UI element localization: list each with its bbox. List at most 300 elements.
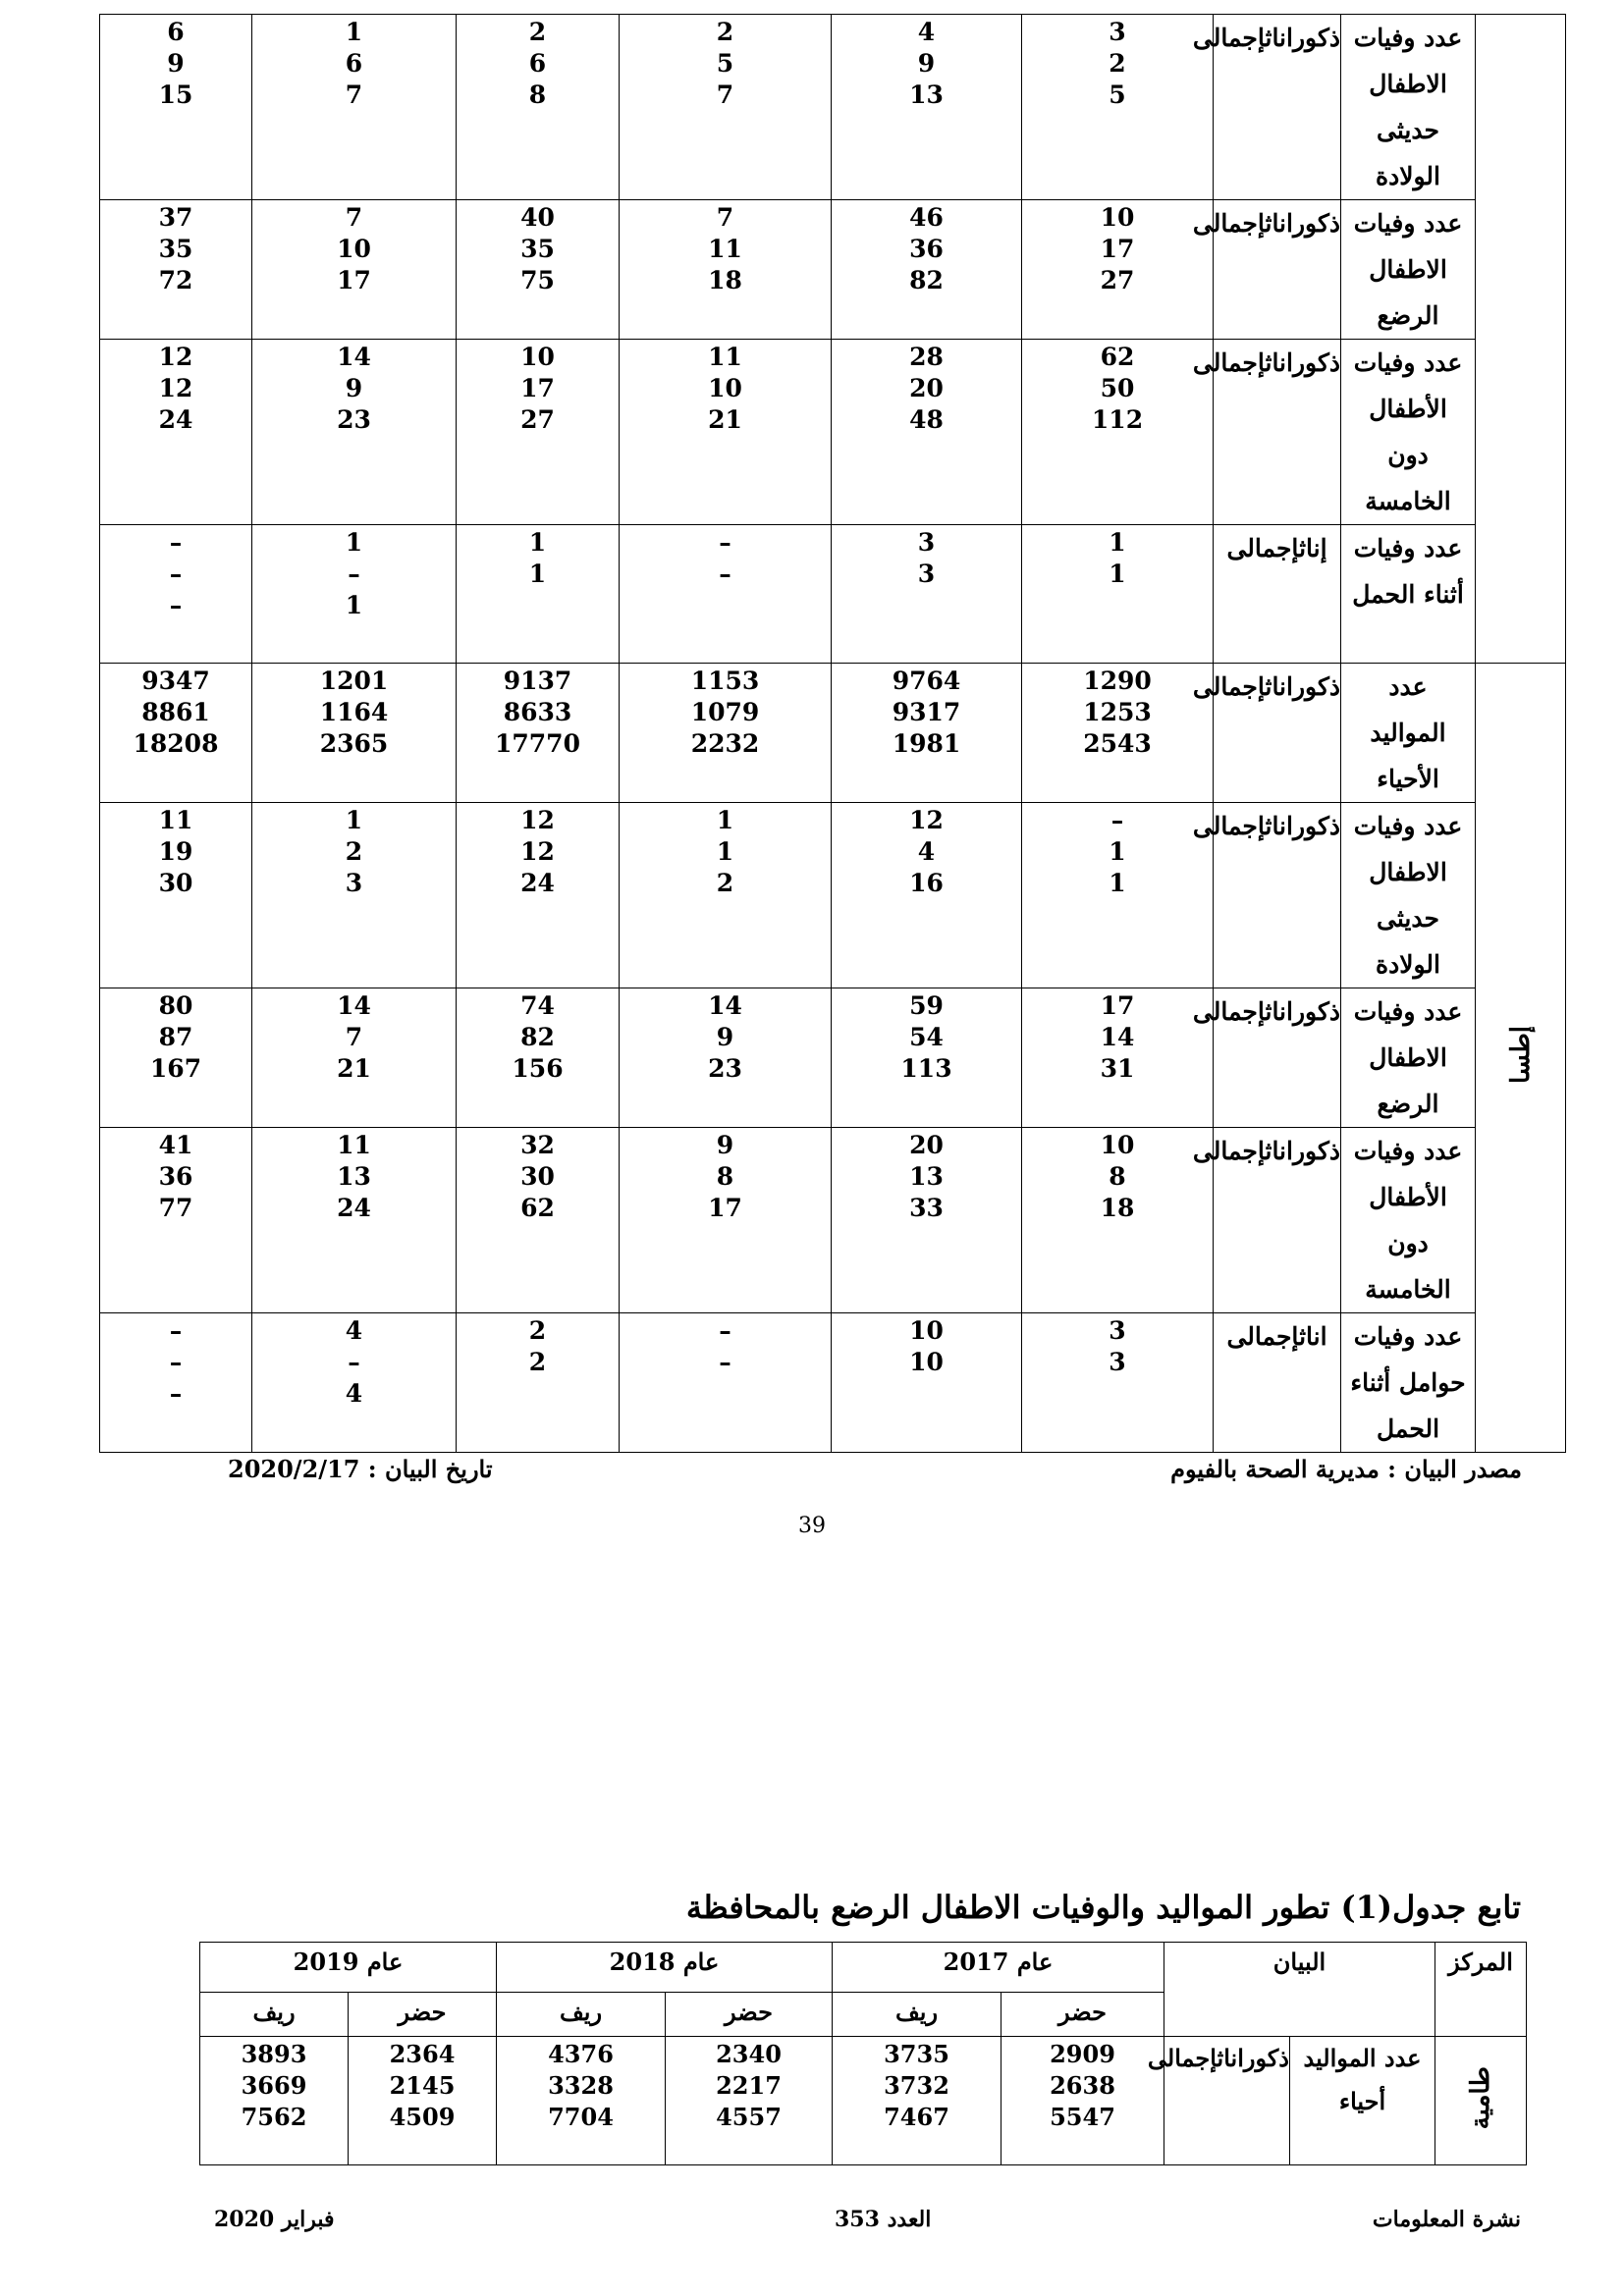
value-cell bbox=[252, 664, 457, 803]
value-cell bbox=[832, 803, 1022, 988]
value-cell-line: 17770 bbox=[495, 729, 580, 758]
indicator-label-line: حوامل أثناء bbox=[1350, 1368, 1466, 1397]
center-name-cell bbox=[1435, 2037, 1527, 2165]
value-cell-line: 3732 bbox=[884, 2071, 949, 2100]
indicator-label bbox=[1341, 525, 1476, 664]
value-cell-line: – bbox=[169, 1316, 183, 1345]
value-cell-line: 12 bbox=[520, 806, 555, 834]
value-cell-line: 23 bbox=[337, 405, 371, 434]
value-cell-line: 3 bbox=[1109, 18, 1126, 46]
value-cell-line: 10 bbox=[708, 374, 742, 402]
value-cell-line: 14 bbox=[708, 991, 742, 1020]
indicator-label-line: الأطفال bbox=[1369, 395, 1447, 423]
value-cell-line: 1 bbox=[1109, 869, 1126, 897]
sex-label-line: إجمالى bbox=[1192, 209, 1266, 238]
indicator-label bbox=[1341, 200, 1476, 340]
value-cell bbox=[620, 340, 832, 525]
value-cell-line: 3 bbox=[1109, 1348, 1126, 1376]
sex-label bbox=[1214, 525, 1341, 664]
header-item: البيان bbox=[1164, 1943, 1435, 2037]
value-cell-line: 10 bbox=[520, 343, 555, 371]
sex-label-line: ذكور bbox=[1292, 672, 1340, 701]
sex-label-line: اناث bbox=[1299, 1322, 1327, 1351]
value-cell-line: 9 bbox=[917, 49, 936, 78]
sex-label-line: ذكور bbox=[1292, 209, 1340, 238]
value-cell-line: – bbox=[169, 560, 183, 588]
value-cell bbox=[100, 15, 252, 200]
value-cell bbox=[832, 664, 1022, 803]
value-cell-line: 1290 bbox=[1083, 667, 1152, 695]
header-urban: حضر bbox=[666, 1993, 833, 2037]
value-cell-line: 9 bbox=[345, 374, 363, 402]
value-cell bbox=[1022, 340, 1214, 525]
sex-label-line: إجمالى bbox=[1147, 2044, 1218, 2072]
value-cell bbox=[100, 1313, 252, 1453]
value-cell-line: 14 bbox=[337, 343, 371, 371]
indicator-label bbox=[1341, 15, 1476, 200]
value-cell-line: 1164 bbox=[319, 698, 389, 726]
value-cell bbox=[457, 1313, 620, 1453]
value-cell bbox=[252, 1313, 457, 1453]
value-cell-line: 24 bbox=[337, 1194, 371, 1222]
value-cell-line: 59 bbox=[909, 991, 944, 1020]
value-cell-line: 6 bbox=[345, 49, 363, 78]
value-cell-line: 54 bbox=[909, 1023, 944, 1051]
data-date: تاريخ البيان : 2020/2/17 bbox=[228, 1455, 493, 1483]
value-cell-line: 1 bbox=[1109, 528, 1126, 557]
value-cell bbox=[200, 2037, 349, 2165]
value-cell-line: 167 bbox=[149, 1054, 202, 1083]
value-cell-line: 2638 bbox=[1050, 2071, 1115, 2100]
value-cell-line: 9 bbox=[716, 1023, 734, 1051]
indicator-label-line: عدد وفيات bbox=[1353, 534, 1463, 562]
value-cell-line: 46 bbox=[909, 203, 944, 232]
sex-label-line: إجمالى bbox=[1192, 348, 1266, 377]
value-cell-line: 7 bbox=[345, 80, 363, 109]
header-urban: حضر bbox=[349, 1993, 497, 2037]
sex-label-line: اناث bbox=[1265, 672, 1293, 701]
value-cell-line: 15 bbox=[158, 80, 193, 109]
value-cell-line: 1 bbox=[1109, 560, 1126, 588]
value-cell-line: 37 bbox=[158, 203, 193, 232]
value-cell bbox=[1022, 525, 1214, 664]
value-cell-line: 2365 bbox=[319, 729, 389, 758]
value-cell-line: 17 bbox=[1100, 235, 1135, 263]
value-cell bbox=[620, 1313, 832, 1453]
value-cell-line: 2 bbox=[345, 837, 363, 866]
value-cell-line: 3893 bbox=[241, 2040, 307, 2068]
indicator-label-line: الولادة bbox=[1376, 162, 1440, 190]
sex-label-line: إجمالى bbox=[1192, 672, 1266, 701]
value-cell-line: 17 bbox=[1100, 991, 1135, 1020]
value-cell-line: 1981 bbox=[892, 729, 961, 758]
footer-publication: نشرة المعلومات bbox=[1372, 2207, 1521, 2232]
value-cell bbox=[252, 803, 457, 988]
value-cell bbox=[1022, 664, 1214, 803]
value-cell-line: 10 bbox=[909, 1348, 944, 1376]
sex-label-line: اناث bbox=[1265, 24, 1293, 52]
value-cell-line: 10 bbox=[909, 1316, 944, 1345]
indicator-label-line: أحياء bbox=[1338, 2087, 1386, 2115]
value-cell-line: 3735 bbox=[884, 2040, 949, 2068]
value-cell-line: – bbox=[348, 1348, 360, 1376]
value-cell-line: 2909 bbox=[1050, 2040, 1115, 2068]
value-cell-line: 113 bbox=[900, 1054, 952, 1083]
sex-label-line: اناث bbox=[1265, 1137, 1293, 1165]
value-cell-line: 16 bbox=[909, 869, 944, 897]
indicator-label bbox=[1341, 803, 1476, 988]
sex-label-line: اناث bbox=[1217, 2044, 1244, 2072]
value-cell-line: 17 bbox=[520, 374, 555, 402]
value-cell-line: 5547 bbox=[1050, 2103, 1115, 2131]
value-cell-line: 72 bbox=[158, 266, 193, 294]
table-row bbox=[100, 1313, 1566, 1453]
sex-label-line: إجمالى bbox=[1192, 24, 1266, 52]
value-cell-line: 36 bbox=[909, 235, 944, 263]
value-cell-line: – bbox=[719, 528, 731, 557]
value-cell bbox=[833, 2037, 1001, 2165]
value-cell bbox=[832, 525, 1022, 664]
value-cell-line: 4 bbox=[345, 1379, 363, 1408]
value-cell-line: 2 bbox=[716, 18, 734, 46]
value-cell-line: 50 bbox=[1100, 374, 1135, 402]
value-cell-line: 9 bbox=[716, 1131, 734, 1159]
sex-label bbox=[1147, 2037, 1290, 2165]
value-cell bbox=[620, 664, 832, 803]
value-cell bbox=[252, 988, 457, 1128]
value-cell-line: 20 bbox=[909, 1131, 944, 1159]
value-cell-line: 17 bbox=[708, 1194, 742, 1222]
table-row bbox=[200, 2037, 1527, 2165]
center-name-cell bbox=[1476, 15, 1566, 664]
indicator-label bbox=[1341, 1128, 1476, 1313]
table2-title: تابع جدول(1) تطور المواليد والوفيات الاطفال الرضع بالمحافظة bbox=[685, 1889, 1521, 1926]
value-cell-line: 18 bbox=[1100, 1194, 1135, 1222]
value-cell bbox=[100, 340, 252, 525]
value-cell bbox=[457, 988, 620, 1128]
value-cell-line: 1 bbox=[345, 528, 363, 557]
births-table bbox=[199, 1942, 1527, 2165]
value-cell-line: 62 bbox=[1100, 343, 1135, 371]
vital-stats-table bbox=[99, 14, 1566, 1453]
center-name-cell bbox=[1476, 664, 1566, 1453]
sex-label bbox=[1192, 340, 1341, 525]
value-cell-line: 4509 bbox=[389, 2103, 456, 2131]
sex-label-line: إجمالى bbox=[1226, 534, 1300, 562]
indicator-label-line: الخامسة bbox=[1365, 1275, 1451, 1304]
value-cell-line: 30 bbox=[520, 1162, 555, 1191]
indicator-label bbox=[1341, 340, 1476, 525]
value-cell bbox=[457, 15, 620, 200]
indicator-label bbox=[1341, 988, 1476, 1128]
sex-label bbox=[1192, 803, 1341, 988]
footer-issue: العدد 353 bbox=[835, 2207, 932, 2232]
value-cell-line: 18208 bbox=[133, 729, 219, 758]
value-cell-line: 1253 bbox=[1083, 698, 1152, 726]
value-cell bbox=[100, 200, 252, 340]
value-cell-line: 8 bbox=[1109, 1162, 1126, 1191]
value-cell-line: 12 bbox=[520, 837, 555, 866]
value-cell-line: 7562 bbox=[241, 2103, 307, 2131]
value-cell bbox=[457, 664, 620, 803]
value-cell-line: 8633 bbox=[503, 698, 572, 726]
table-row bbox=[100, 340, 1566, 525]
value-cell bbox=[100, 988, 252, 1128]
value-cell-line: 7704 bbox=[548, 2103, 614, 2131]
value-cell-line: 3 bbox=[1109, 1316, 1126, 1345]
sex-label-line: ذكور bbox=[1292, 348, 1340, 377]
value-cell-line: 2232 bbox=[690, 729, 760, 758]
table-row bbox=[100, 15, 1566, 200]
indicator-label-line: الاطفال bbox=[1369, 1043, 1447, 1072]
value-cell-line: 13 bbox=[337, 1162, 371, 1191]
value-cell-line: 40 bbox=[520, 203, 555, 232]
value-cell-line: 8 bbox=[716, 1162, 734, 1191]
value-cell-line: 2 bbox=[528, 1316, 547, 1345]
value-cell-line: 1 bbox=[345, 18, 363, 46]
value-cell bbox=[1022, 988, 1214, 1128]
indicator-label bbox=[1341, 1313, 1476, 1453]
indicator-label-line: الحمل bbox=[1376, 1415, 1440, 1443]
footer-date: فبراير 2020 bbox=[214, 2207, 335, 2232]
value-cell-line: 3 bbox=[917, 528, 936, 557]
value-cell-line: 12 bbox=[158, 374, 193, 402]
value-cell-line: 4376 bbox=[548, 2040, 614, 2068]
value-cell-line: 112 bbox=[1091, 405, 1144, 434]
value-cell-line: 13 bbox=[909, 1162, 944, 1191]
value-cell bbox=[1022, 803, 1214, 988]
value-cell-line: 2543 bbox=[1083, 729, 1152, 758]
value-cell-line: 27 bbox=[1100, 266, 1135, 294]
header-urban: حضر bbox=[1001, 1993, 1164, 2037]
value-cell-line: 33 bbox=[909, 1194, 944, 1222]
header-rural: ريف bbox=[833, 1993, 1001, 2037]
value-cell bbox=[457, 200, 620, 340]
value-cell bbox=[252, 200, 457, 340]
value-cell bbox=[620, 525, 832, 664]
value-cell-line: 1 bbox=[716, 837, 734, 866]
value-cell-line: 24 bbox=[520, 869, 555, 897]
value-cell-line: 2364 bbox=[389, 2040, 456, 2068]
value-cell-line: 2 bbox=[528, 1348, 547, 1376]
value-cell bbox=[620, 200, 832, 340]
value-cell-line: 1079 bbox=[690, 698, 760, 726]
sex-label bbox=[1192, 988, 1341, 1128]
center-name: إطسا bbox=[1505, 1025, 1536, 1085]
value-cell-line: 1 bbox=[345, 591, 363, 619]
value-cell bbox=[1022, 1128, 1214, 1313]
sex-label bbox=[1192, 1128, 1341, 1313]
value-cell-line: 11 bbox=[708, 343, 742, 371]
value-cell bbox=[252, 340, 457, 525]
sex-label-line: إجمالى bbox=[1192, 1137, 1266, 1165]
indicator-label-line: عدد وفيات bbox=[1353, 812, 1463, 840]
value-cell-line: 4 bbox=[917, 837, 936, 866]
value-cell-line: – bbox=[719, 560, 731, 588]
value-cell-line: – bbox=[169, 1348, 183, 1376]
value-cell-line: 1 bbox=[1109, 837, 1126, 866]
value-cell-line: 21 bbox=[337, 1054, 371, 1083]
indicator-label-line: الولادة bbox=[1376, 950, 1440, 979]
indicator-label-line: الرضع bbox=[1377, 1090, 1439, 1118]
value-cell bbox=[620, 15, 832, 200]
value-cell-line: 1 bbox=[345, 806, 363, 834]
value-cell-line: 17 bbox=[337, 266, 371, 294]
value-cell-line: 2 bbox=[716, 869, 734, 897]
value-cell-line: 62 bbox=[520, 1194, 555, 1222]
indicator-label-line: الاطفال bbox=[1369, 70, 1447, 98]
indicator-label bbox=[1341, 664, 1476, 803]
value-cell-line: 21 bbox=[708, 405, 742, 434]
value-cell bbox=[1022, 15, 1214, 200]
indicator-label-line: حديثى bbox=[1377, 904, 1439, 933]
table-row bbox=[100, 200, 1566, 340]
value-cell bbox=[1001, 2037, 1164, 2165]
indicator-label-line: عدد وفيات bbox=[1353, 348, 1463, 377]
indicator-label-line: الاطفال bbox=[1369, 255, 1447, 284]
value-cell-line: 1201 bbox=[319, 667, 389, 695]
sex-label bbox=[1192, 664, 1341, 803]
sex-label-line: اناث bbox=[1265, 209, 1293, 238]
value-cell bbox=[620, 988, 832, 1128]
value-cell-line: 3 bbox=[917, 560, 936, 588]
value-cell-line: 75 bbox=[520, 266, 555, 294]
value-cell-line: 3 bbox=[345, 869, 363, 897]
page-number: 39 bbox=[798, 1514, 826, 1538]
value-cell-line: 32 bbox=[520, 1131, 555, 1159]
header-rural: ريف bbox=[200, 1993, 349, 2037]
value-cell-line: 82 bbox=[520, 1023, 555, 1051]
table-row bbox=[100, 1128, 1566, 1313]
value-cell-line: 12 bbox=[909, 806, 944, 834]
value-cell-line: 18 bbox=[708, 266, 742, 294]
sex-label-line: ذكور bbox=[1292, 812, 1340, 840]
value-cell-line: 4 bbox=[917, 18, 936, 46]
value-cell-line: 12 bbox=[158, 343, 193, 371]
value-cell-line: 7 bbox=[716, 203, 734, 232]
value-cell-line: 9764 bbox=[892, 667, 961, 695]
indicator-label-line: المواليد bbox=[1370, 719, 1446, 747]
value-cell bbox=[620, 1128, 832, 1313]
value-cell-line: 82 bbox=[909, 266, 944, 294]
value-cell bbox=[497, 2037, 666, 2165]
value-cell-line: 3328 bbox=[548, 2071, 614, 2100]
value-cell bbox=[100, 1128, 252, 1313]
header-year-2018: عام 2018 bbox=[497, 1943, 833, 1993]
indicator-label-line: الأطفال bbox=[1369, 1183, 1447, 1211]
sex-label-line: إناث bbox=[1299, 534, 1327, 562]
value-cell-line: 7 bbox=[345, 203, 363, 232]
value-cell-line: – bbox=[169, 591, 183, 619]
value-cell-line: 6 bbox=[528, 49, 547, 78]
value-cell bbox=[100, 803, 252, 988]
header-rural: ريف bbox=[497, 1993, 666, 2037]
table-row bbox=[100, 525, 1566, 664]
value-cell bbox=[832, 1313, 1022, 1453]
value-cell bbox=[252, 525, 457, 664]
value-cell-line: – bbox=[1110, 806, 1124, 834]
center-name: طامية bbox=[1466, 2065, 1495, 2130]
table-row bbox=[100, 988, 1566, 1128]
sex-label-line: ذكور bbox=[1292, 997, 1340, 1026]
indicator-label-line: عدد وفيات bbox=[1353, 1322, 1463, 1351]
value-cell-line: – bbox=[169, 528, 183, 557]
value-cell-line: 24 bbox=[158, 405, 193, 434]
value-cell-line: 9317 bbox=[892, 698, 961, 726]
value-cell-line: 11 bbox=[708, 235, 742, 263]
value-cell-line: 8 bbox=[528, 80, 547, 109]
value-cell-line: – bbox=[719, 1348, 731, 1376]
value-cell-line: 10 bbox=[337, 235, 371, 263]
value-cell-line: – bbox=[348, 560, 360, 588]
sex-label-line: ذكور bbox=[1292, 1137, 1340, 1165]
value-cell-line: – bbox=[719, 1316, 731, 1345]
indicator-label-line: الاطفال bbox=[1369, 858, 1447, 886]
value-cell bbox=[457, 1128, 620, 1313]
value-cell-line: 2217 bbox=[716, 2071, 782, 2100]
value-cell bbox=[832, 15, 1022, 200]
value-cell-line: 27 bbox=[520, 405, 555, 434]
value-cell-line: 1 bbox=[716, 806, 734, 834]
value-cell-line: 7 bbox=[716, 80, 734, 109]
value-cell-line: 8861 bbox=[141, 698, 210, 726]
indicator-label-line: الخامسة bbox=[1365, 487, 1451, 515]
value-cell-line: 23 bbox=[708, 1054, 742, 1083]
value-cell-line: 87 bbox=[158, 1023, 193, 1051]
value-cell-line: 14 bbox=[337, 991, 371, 1020]
sex-label-line: إجمالى bbox=[1192, 812, 1266, 840]
value-cell-line: 9137 bbox=[503, 667, 572, 695]
indicator-label-line: عدد bbox=[1388, 672, 1428, 701]
value-cell-line: 10 bbox=[1100, 203, 1135, 232]
value-cell-line: 4557 bbox=[716, 2103, 782, 2131]
sex-label bbox=[1192, 200, 1341, 340]
value-cell-line: 2 bbox=[1109, 49, 1126, 78]
value-cell-line: 2 bbox=[528, 18, 547, 46]
value-cell-line: 35 bbox=[520, 235, 555, 263]
value-cell bbox=[252, 1128, 457, 1313]
value-cell-line: 1 bbox=[528, 560, 547, 588]
value-cell bbox=[252, 15, 457, 200]
sex-label bbox=[1214, 1313, 1341, 1453]
value-cell-line: 19 bbox=[158, 837, 193, 866]
sex-label-line: اناث bbox=[1265, 348, 1293, 377]
value-cell-line: 7467 bbox=[884, 2103, 949, 2131]
value-cell-line: 14 bbox=[1100, 1023, 1135, 1051]
value-cell bbox=[1022, 200, 1214, 340]
value-cell bbox=[1022, 1313, 1214, 1453]
value-cell bbox=[666, 2037, 833, 2165]
value-cell-line: 1 bbox=[528, 528, 547, 557]
value-cell-line: 1153 bbox=[690, 667, 760, 695]
indicator-label-line: دون bbox=[1387, 1229, 1429, 1257]
value-cell-line: 4 bbox=[345, 1316, 363, 1345]
indicator-label-line: عدد وفيات bbox=[1353, 1137, 1463, 1165]
header-year-2019: عام 2019 bbox=[200, 1943, 497, 1993]
source-note: مصدر البيان : مديرية الصحة بالفيوم bbox=[1170, 1455, 1522, 1483]
value-cell bbox=[457, 803, 620, 988]
value-cell-line: 36 bbox=[158, 1162, 193, 1191]
sex-label-line: إجمالى bbox=[1226, 1322, 1300, 1351]
table-row bbox=[100, 664, 1566, 803]
value-cell-line: 13 bbox=[909, 80, 944, 109]
value-cell-line: 11 bbox=[337, 1131, 371, 1159]
sex-label-line: اناث bbox=[1265, 997, 1293, 1026]
value-cell-line: 80 bbox=[158, 991, 193, 1020]
value-cell-line: 20 bbox=[909, 374, 944, 402]
value-cell bbox=[457, 525, 620, 664]
sex-label bbox=[1192, 15, 1341, 200]
